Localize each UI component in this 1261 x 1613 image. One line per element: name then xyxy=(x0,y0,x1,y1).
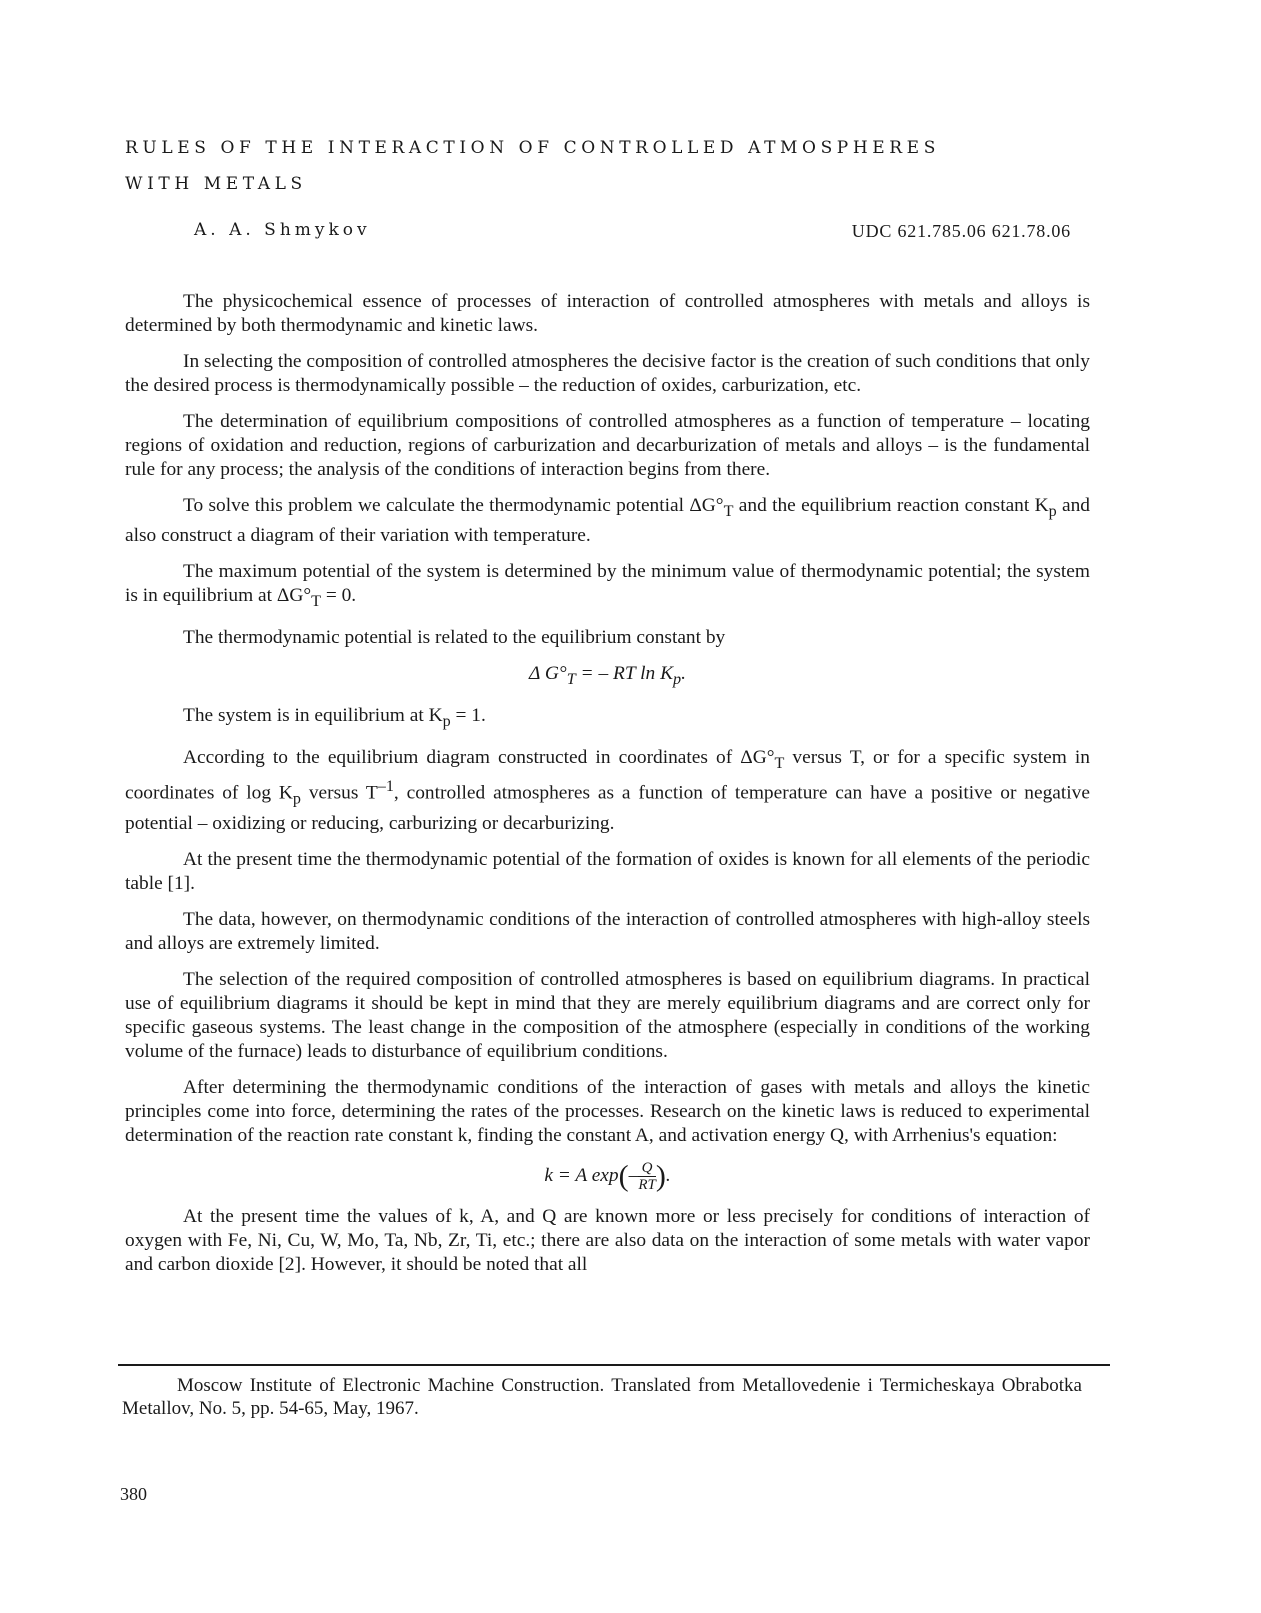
article-body xyxy=(125,290,1090,1289)
paragraph-7 xyxy=(125,704,1090,734)
right-paren: ) xyxy=(655,1159,666,1193)
paragraph-4 xyxy=(125,494,1090,548)
subscript-t: T xyxy=(566,670,576,688)
p4-part-a: To solve this problem we calculate the thermodynamic potential ΔG° xyxy=(183,495,724,516)
p4-part-c: and also construct a diagram of their variation with temperature. xyxy=(125,495,1090,546)
superscript-minus-one: –1 xyxy=(377,778,394,796)
page-number: 380 xyxy=(120,1484,147,1504)
paragraph-6: The thermodynamic potential is related to the equilibrium constant by xyxy=(183,626,726,648)
footnote xyxy=(122,1374,1082,1420)
udc-code: UDC 621.785.06 621.78.06 xyxy=(851,221,1071,241)
subscript-t: T xyxy=(311,592,321,610)
p5-part-a: The maximum potential of the system is determined by the minimum value of thermodynamic potential; the system is in equilibrium at ΔG° xyxy=(125,560,1090,606)
subscript-p: p xyxy=(673,670,682,688)
eq1-part-c: . xyxy=(681,662,686,684)
eq1-part-b: = – RT ln K xyxy=(575,662,674,684)
article-title-line-2: WITH METALS xyxy=(125,174,307,194)
p8-part-d: , controlled atmospheres as a function of temperature can have a positive or negative potential – oxidizing or reducing, carburizing or decarburizing. xyxy=(125,782,1090,834)
eq1-part-a: Δ G° xyxy=(529,662,567,684)
p8-part-b: versus T, or for a specific system in coordinates of log K xyxy=(125,746,1090,804)
footnote-text: Moscow Institute of Electronic Machine Construction. Translated from Metallovedenie i Termicheskaya Obrabotka Metallov, No. 5, pp. 54-65, May, 1967. xyxy=(122,1375,1082,1419)
p8-part-a: According to the equilibrium diagram constructed in coordinates of ΔG° xyxy=(183,746,775,768)
p4-part-b: and the equilibrium reaction constant K xyxy=(733,495,1049,516)
fraction-denominator: RT xyxy=(638,1176,656,1193)
left-paren: ( xyxy=(618,1159,629,1193)
paragraph-10: The data, however, on thermodynamic conditions of the interaction of controlled atmospheres with high-alloy steels and alloys are extremely limited. xyxy=(125,908,1090,954)
p5-part-b: = 0. xyxy=(320,584,357,606)
paragraph-11: The selection of the required composition of controlled atmospheres is based on equilibrium diagrams. In practical use of equilibrium diagrams it should be kept in mind that they are merely equilibrium diagrams and are correct only for specific gaseous systems. The least change in the composition of the atmosphere (especially in conditions of the working volume of the furnace) leads to disturbance of equilibrium conditions. xyxy=(125,968,1090,1062)
subscript-t: T xyxy=(723,502,734,520)
footnote-divider xyxy=(118,1364,1110,1366)
paragraph-5 xyxy=(125,560,1090,614)
eq2-minus: – xyxy=(628,1164,639,1186)
paragraph-13: At the present time the values of k, A, and Q are known more or less precisely for conditions of interaction of oxygen with Fe, Ni, Cu, W, Mo, Ta, Nb, Zr, Ti, etc.; there are also data on the interaction of some metals with water vapor and carbon dioxide [2]. However, it should be noted that all xyxy=(125,1205,1090,1275)
subscript-t: T xyxy=(774,754,785,772)
subscript-p: p xyxy=(292,790,301,808)
paragraph-12: After determining the thermodynamic conditions of the interaction of gases with metals and alloys the kinetic principles come into force, determining the rates of the processes. Research on the kinetic laws is reduced to experimental determination of the reaction rate constant k, finding the constant A, and activation energy Q, with Arrhenius's equation: xyxy=(125,1076,1090,1146)
p7-part-a: The system is in equilibrium at K xyxy=(183,704,443,726)
fraction-numerator: Q xyxy=(638,1160,656,1177)
fraction-q-over-rt xyxy=(638,1160,656,1193)
author-name: A. A. Shmykov xyxy=(194,220,371,240)
subscript-p: p xyxy=(442,712,451,730)
paragraph-1: The physicochemical essence of processes of interaction of controlled atmospheres with metals and alloys is determined by both thermodynamic and kinetic laws. xyxy=(125,291,1090,336)
paragraph-2: In selecting the composition of controlled atmospheres the decisive factor is the creation of such conditions that only the desired process is thermodynamically possible – the reduction of oxides, carburization, etc. xyxy=(125,351,1090,396)
paragraph-8 xyxy=(125,746,1090,836)
article-title-line-1: RULES OF THE INTERACTION OF CONTROLLED ATMOSPHERES xyxy=(125,138,940,158)
p7-part-b: = 1. xyxy=(450,704,486,726)
paragraph-3: The determination of equilibrium compositions of controlled atmospheres as a function of temperature – locating regions of oxidation and reduction, regions of carburization and decarburization of metals and alloys – is the fundamental rule for any process; the analysis of the conditions of interaction begins from there. xyxy=(125,411,1090,480)
paragraph-9: At the present time the thermodynamic potential of the formation of oxides is known for all elements of the periodic table [1]. xyxy=(125,848,1090,894)
subscript-p: p xyxy=(1048,502,1057,520)
eq2-part-a: k = A exp xyxy=(544,1164,619,1186)
equation-gibbs xyxy=(125,662,1090,692)
equation-arrhenius: k = A exp(– $\frac{Q}{RT}$ ). xyxy=(544,1159,671,1193)
p8-part-c: versus T xyxy=(300,782,378,804)
